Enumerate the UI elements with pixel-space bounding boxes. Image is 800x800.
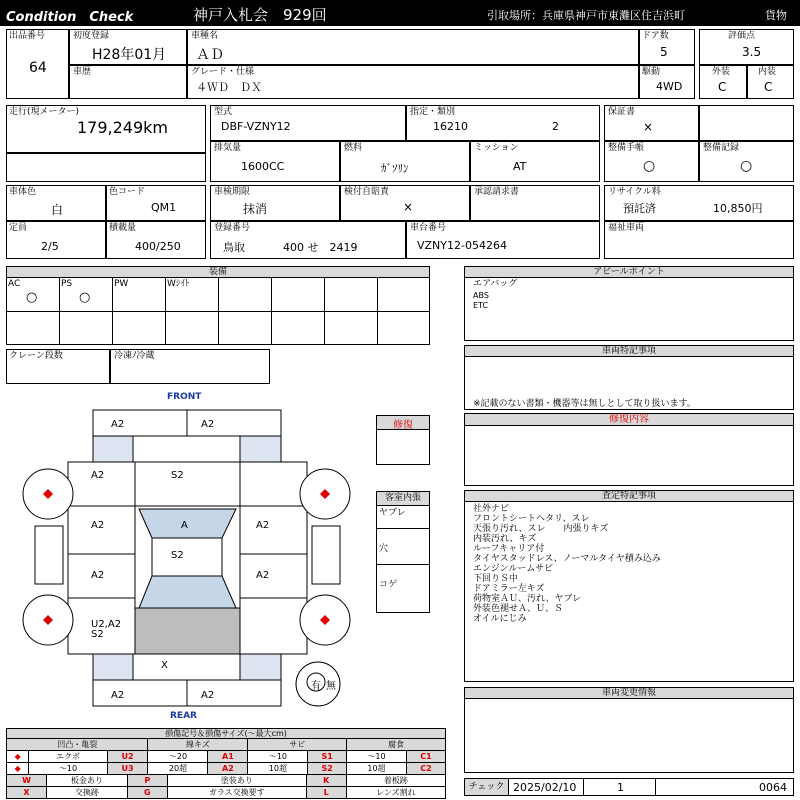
interior-value: C [764, 80, 773, 94]
color-value: 白 [51, 203, 64, 217]
load-value: 400/250 [135, 240, 181, 253]
chassis-label: 車台番号 [410, 223, 447, 233]
footer-row [464, 778, 794, 796]
legend-u3: U3 [107, 763, 148, 775]
doors-value: 5 [660, 45, 668, 59]
assessment-line-4: 内装汚れ、キズ [473, 534, 537, 544]
mark-seat: S2 [171, 550, 184, 561]
mark-bottom-left: A2 [111, 690, 125, 701]
pickup-location: 引取場所：兵庫県神戸市東灘区住吉浜町 [487, 9, 685, 22]
code-l-text: レンズ割れ [346, 787, 445, 799]
legend-u2: U2 [107, 751, 148, 763]
appeal-line-3: ETC [473, 301, 489, 310]
appeal-title: アピールポイント [465, 267, 793, 278]
mark-rear-side: U2,A2 S2 [91, 619, 122, 640]
assessment-line-5: ルーフキャリア付 [473, 544, 545, 554]
fuel-label: 燃料 [344, 143, 363, 153]
mark-hood-left: A2 [91, 470, 105, 481]
fuel-value: ｶﾞｿﾘﾝ [381, 162, 409, 175]
legend-group-corrosion: 腐食 [347, 739, 446, 751]
check-date: 2025/02/10 [513, 781, 577, 794]
record-label: 整備記録 [703, 143, 740, 153]
equip-wseat: Wｼｲﾄ [167, 279, 190, 289]
legend-title: 損傷記号＆損傷サイズ(〜最大cm) [6, 728, 446, 739]
equip-ps-mark: ○ [79, 290, 91, 305]
legend-u2-size: 〜20 [148, 751, 208, 763]
warranty-label: 保証書 [608, 107, 636, 117]
mileage-label: 走行(現メーター) [9, 107, 80, 117]
insurance-label: 検付自賠責 [344, 187, 390, 197]
assessment-line-11: 外装色褪せＡ、Ｕ、Ｓ [473, 604, 564, 614]
assessment-line-7: エンジンルームサビ [473, 564, 554, 574]
mark-top-left: A2 [111, 419, 125, 430]
change-title: 車両変更情報 [465, 688, 793, 699]
doors-label: ドア数 [642, 31, 669, 41]
mark-rear-left-door: A2 [91, 570, 105, 581]
legend-codes [6, 774, 446, 799]
displacement-value: 1600CC [241, 160, 285, 173]
plate-number: 400 せ 2419 [283, 241, 358, 254]
score-label: 評価点 [728, 31, 756, 41]
mission-value: AT [513, 160, 527, 173]
score-value: 3.5 [742, 45, 762, 59]
equip-ps: PS [61, 279, 73, 289]
special-title: 車両特記事項 [465, 346, 793, 357]
legend-s2-size: 10超 [347, 763, 407, 775]
capacity-label: 定員 [9, 223, 28, 233]
spec-label: 指定・類別 [410, 107, 456, 117]
legend-group-dent: 凹凸・亀裂 [7, 739, 148, 751]
crane-label: クレーン段数 [9, 351, 63, 361]
manual-label: 整備手帳 [608, 143, 645, 153]
repair-panel [464, 413, 794, 486]
code-l: L [306, 787, 346, 799]
legend-a1: A1 [208, 751, 248, 763]
legend-c2: C2 [407, 763, 446, 775]
spec-value-2: 2 [552, 120, 559, 133]
assessment-line-6: タイヤスタッドレス、ノーマルタイヤ積み込み [473, 554, 661, 564]
lot-number: 64 [29, 60, 47, 76]
code-k: K [306, 775, 346, 787]
assessment-line-9: ドアミラー左キズ [473, 584, 545, 594]
change-panel [464, 687, 794, 773]
appeal-line-1: エアバッグ [473, 279, 518, 289]
special-panel [464, 345, 794, 410]
drive-value: 4WD [656, 80, 683, 93]
inspection-label: 車検期限 [214, 187, 251, 197]
recycle-label: リサイクル料 [608, 187, 661, 197]
drive-label: 駆動 [642, 67, 661, 77]
mark-hood: S2 [171, 470, 184, 481]
capacity-value: 2/5 [41, 240, 59, 253]
welfare-label: 福祉車両 [608, 223, 645, 233]
interior-label: 内装 [758, 67, 777, 77]
recycle-status: 預託済 [623, 202, 656, 215]
code-w: W [7, 775, 47, 787]
assessment-line-12: オイルにじみ [473, 614, 527, 624]
mark-top-right: A2 [201, 419, 215, 430]
check-code: 0064 [759, 781, 787, 794]
equip-ac: AC [8, 279, 21, 289]
legend-s1-size: 〜10 [347, 751, 407, 763]
code-x: X [7, 787, 47, 799]
assessment-line-2: フロントシートヘタリ、スレ [473, 514, 590, 524]
exterior-label: 外装 [712, 67, 731, 77]
color-code-label: 色コード [109, 187, 146, 197]
special-note: ※記載のない書類・機器等は無しとして取り扱います。 [473, 399, 696, 409]
mileage-value: 179,249km [77, 118, 169, 137]
type-value: DBF-VZNY12 [221, 120, 291, 133]
plate-label: 登録番号 [214, 223, 251, 233]
legend-c1: C1 [407, 751, 446, 763]
approval-label: 承認請求書 [474, 187, 520, 197]
code-p-text: 塗装あり [167, 775, 306, 787]
check-number: 1 [617, 781, 624, 794]
legend-group-scratch: 線キズ [148, 739, 248, 751]
legend-a2: A2 [208, 763, 248, 775]
model-name-label: 車種名 [191, 31, 219, 41]
mark-rear-right-door: A2 [256, 570, 270, 581]
cabin-title: 客室内張 [377, 492, 429, 506]
auction-title: 神戸入札会 929回 [193, 6, 327, 24]
code-g-text: ガラス交換要す [167, 787, 306, 799]
first-reg-value: H28年01月 [92, 47, 167, 63]
mark-rear-center: X [161, 660, 168, 671]
legend-a2-size: 10超 [248, 763, 308, 775]
mark-front-right-door: A2 [256, 520, 270, 531]
rear-label: REAR [170, 711, 197, 721]
spare-tire-none: 無 [326, 681, 336, 692]
load-label: 積載量 [109, 223, 137, 233]
code-g: G [127, 787, 167, 799]
repair-title: 修復内容 [465, 414, 793, 426]
recycle-fee: 10,850円 [713, 202, 763, 215]
cabin-tear: ヤブレ [379, 508, 406, 518]
mark-roof: A [181, 520, 188, 531]
equip-pw: PW [114, 279, 129, 289]
legend-u3-size: 20超 [148, 763, 208, 775]
legend-table: 凹凸・亀裂 線キズ サビ 腐食 ◆ エクボ U2 〜20 A1 〜10 S1 〜10 C1 ◆ 〜10 U3 20超 A2 10超 S2 10超 C2 [6, 738, 446, 775]
spare-tire-yes: 有 [311, 681, 321, 692]
code-p: P [127, 775, 167, 787]
assessment-panel [464, 490, 794, 682]
code-x-text: 交換跡 [47, 787, 128, 799]
spec-value-1: 16210 [433, 120, 468, 133]
assessment-line-1: 社外ナビ [473, 504, 510, 514]
vehicle-class: 貨物 [765, 9, 787, 22]
legend-u1-size: 〜10 [29, 763, 107, 775]
legend-a1-size: 〜10 [248, 751, 308, 763]
check-label: チェック [465, 779, 509, 795]
repair-box [376, 415, 430, 465]
grade-label: グレード・仕様 [191, 67, 255, 77]
exterior-value: C [718, 80, 727, 94]
lot-label: 出品番号 [9, 31, 46, 41]
assessment-line-8: 下回りＳ中 [473, 574, 519, 584]
front-label: FRONT [167, 392, 202, 402]
legend-group-rust: サビ [248, 739, 347, 751]
first-reg-label: 初度登録 [73, 31, 110, 41]
color-code-value: QM1 [151, 201, 177, 214]
assessment-line-10: 荷物室ＡＵ、汚れ、ヤブレ [473, 594, 582, 604]
appeal-line-2: ABS [473, 291, 489, 300]
equip-ac-mark: ○ [26, 290, 38, 305]
mission-label: ミッション [474, 143, 519, 153]
legend-sub-dimple: エクボ [29, 751, 107, 763]
warranty-value: × [643, 120, 654, 134]
type-label: 型式 [214, 107, 233, 117]
grade-value: ４ＷＤ ＤＸ [196, 81, 262, 94]
legend-s2: S2 [308, 763, 347, 775]
inspection-value: 抹消 [243, 202, 268, 216]
insurance-value: × [403, 200, 414, 214]
displacement-label: 排気量 [214, 143, 242, 153]
manual-value: ○ [643, 158, 656, 174]
legend-s1: S1 [308, 751, 347, 763]
mark-bottom-right: A2 [201, 690, 215, 701]
chassis-value: VZNY12-054264 [417, 239, 507, 252]
color-label: 車体色 [9, 187, 37, 197]
appeal-panel [464, 266, 794, 341]
history-label: 車歴 [73, 67, 92, 77]
cabin-burn: コゲ [379, 580, 398, 590]
assessment-title: 査定特記事項 [465, 491, 793, 502]
plate-area: 鳥取 [223, 241, 245, 254]
code-w-text: 板金あり [47, 775, 128, 787]
mark-front-left-door: A2 [91, 520, 105, 531]
freezer-label: 冷凍ﾉ冷蔵 [114, 351, 155, 361]
record-value: ○ [740, 158, 753, 174]
brand-title: Condition Check [6, 10, 134, 25]
assessment-line-3: 天張り汚れ、スレ 内張りキズ [473, 524, 609, 534]
cabin-hole: 穴 [379, 544, 389, 554]
model-name-value: ＡＤ [196, 47, 224, 63]
cabin-box [376, 491, 430, 613]
equipment-header: 装備 [6, 266, 430, 278]
repair-box-title: 修復 [377, 416, 429, 430]
code-k-text: 着板跡 [346, 775, 445, 787]
